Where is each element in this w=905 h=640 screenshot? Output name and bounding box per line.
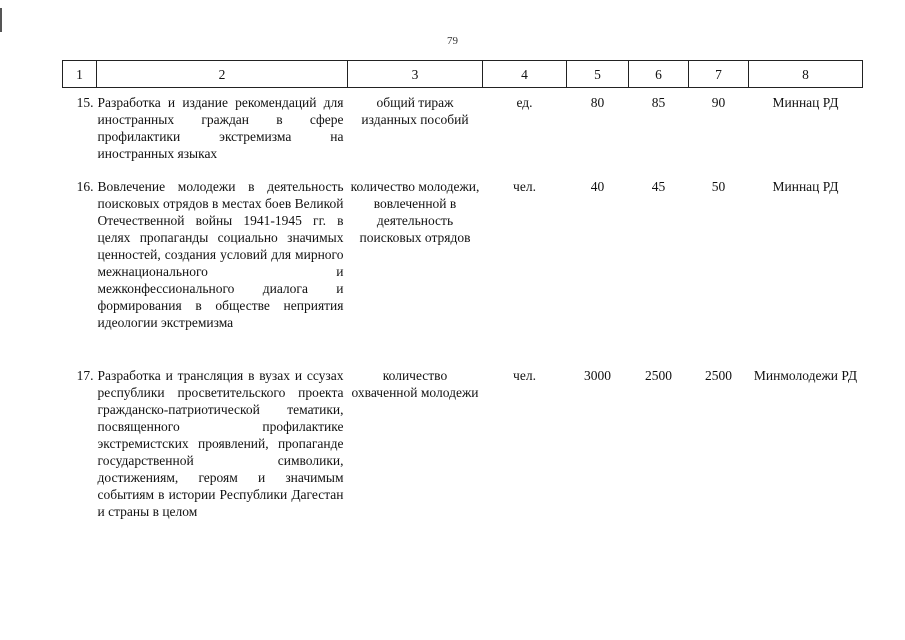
row-number: 15. bbox=[76, 95, 94, 110]
page-number: 79 bbox=[447, 35, 458, 47]
row-number: 17. bbox=[76, 368, 94, 383]
table-row bbox=[63, 361, 863, 537]
scan-edge-mark bbox=[0, 8, 2, 32]
value-col-6: 85 bbox=[651, 95, 666, 110]
column-header-4: 4 bbox=[483, 61, 567, 88]
measure-name: Вовлечение молодежи в деятельность поисковых отрядов в местах боев Великой Отечественной войны 1941-1945 гг. в целях пропаганды социально значимых ценностей, создания условий для мирного межнационального и межконфессионального диалога и формирования в обществе неприятия идеологии экстремизма bbox=[97, 179, 344, 330]
value-col-7: 90 bbox=[711, 95, 726, 110]
value-col-5: 3000 bbox=[584, 368, 611, 383]
indicator-name: общий тираж изданных пособий bbox=[361, 95, 469, 127]
value-col-7: 50 bbox=[711, 179, 726, 194]
responsible-executor: Миннац РД bbox=[772, 95, 839, 110]
value-col-5: 80 bbox=[590, 95, 605, 110]
measure-name: Разработка и трансляция в вузах и ссузах республики просветительского проекта гражданско-патриотической тематики, посвященного профилактике экстремистских проявлений, пропаганде государственной символики, достижениям, героям и значимым событиям в истории Республики Дагестан и страны в целом bbox=[97, 368, 344, 519]
unit-of-measure: чел. bbox=[513, 179, 536, 194]
unit-of-measure: ед. bbox=[516, 95, 533, 110]
unit-of-measure: чел. bbox=[513, 368, 536, 383]
column-header-1: 1 bbox=[63, 61, 97, 88]
value-col-7: 2500 bbox=[705, 368, 732, 383]
column-header-2: 2 bbox=[97, 61, 348, 88]
value-col-6: 45 bbox=[651, 179, 666, 194]
column-header-5: 5 bbox=[567, 61, 629, 88]
column-number-header-row bbox=[63, 61, 863, 88]
indicator-name: количество молодежи, вовлеченной в деятельность поисковых отрядов bbox=[350, 179, 480, 245]
measure-name: Разработка и издание рекомендаций для иностранных граждан в сфере профилактики экстремизма на иностранных языках bbox=[97, 95, 344, 161]
responsible-executor: Минмолодежи РД bbox=[753, 368, 858, 383]
table-row bbox=[63, 172, 863, 361]
table-row bbox=[63, 88, 863, 173]
measures-table bbox=[62, 60, 863, 537]
value-col-5: 40 bbox=[590, 179, 605, 194]
column-header-6: 6 bbox=[629, 61, 689, 88]
responsible-executor: Миннац РД bbox=[772, 179, 839, 194]
column-header-8: 8 bbox=[749, 61, 863, 88]
row-number: 16. bbox=[76, 179, 94, 194]
column-header-7: 7 bbox=[689, 61, 749, 88]
column-header-3: 3 bbox=[348, 61, 483, 88]
value-col-6: 2500 bbox=[645, 368, 672, 383]
indicator-name: количество охваченной молодежи bbox=[351, 368, 479, 400]
